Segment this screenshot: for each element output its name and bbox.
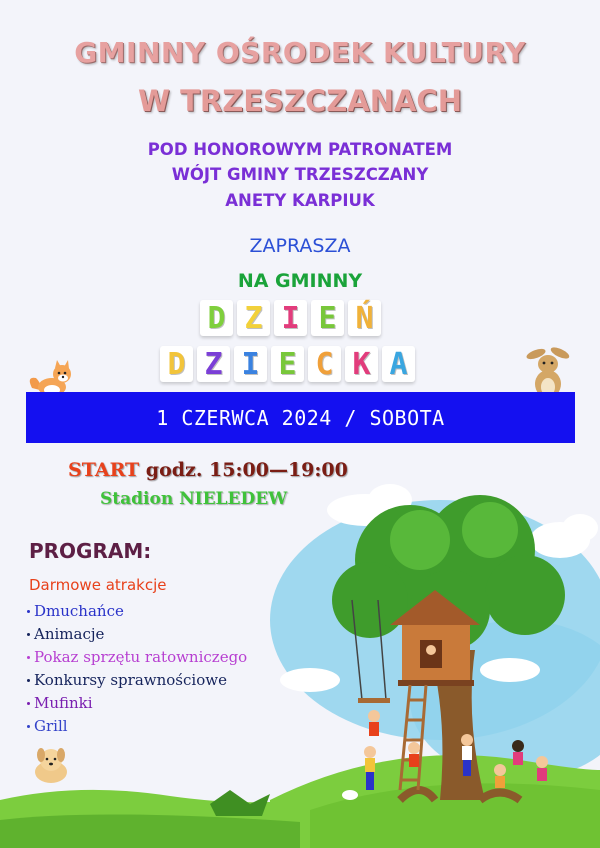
list-item xyxy=(27,646,247,669)
list-item-label: Dmuchańce xyxy=(34,602,124,620)
letter-tile: A xyxy=(382,346,415,382)
treehouse-illustration xyxy=(270,470,600,848)
letter-tile: K xyxy=(345,346,378,382)
list-item xyxy=(27,715,247,738)
time-range: godz. 15:00—19:00 xyxy=(145,459,348,481)
bullet-icon xyxy=(27,656,30,659)
title-line-2: W TRZESZCZANACH xyxy=(138,84,462,118)
bullet-icon xyxy=(27,679,30,682)
date-banner xyxy=(26,392,575,443)
na-gminny-label: NA GMINNY xyxy=(237,270,363,292)
patronage-line-2: WÓJT GMINY TRZESZCZANY xyxy=(171,165,429,184)
letter-tile: I xyxy=(234,346,267,382)
list-item xyxy=(27,623,247,646)
list-item xyxy=(27,600,247,623)
list-item-label: Pokaz sprzętu ratowniczego xyxy=(34,648,248,666)
program-heading: PROGRAM: xyxy=(29,539,152,563)
venue-label: Stadion NIELEDEW xyxy=(100,489,288,509)
bullet-icon xyxy=(27,725,30,728)
program-list xyxy=(27,600,247,738)
free-attractions-heading: Darmowe atrakcje xyxy=(29,576,167,594)
letter-tile: E xyxy=(311,300,344,336)
letter-tile: Z xyxy=(197,346,230,382)
patronage-line-1: POD HONOROWYM PATRONATEM xyxy=(147,140,453,159)
dog-icon xyxy=(28,746,74,786)
letter-tile: Z xyxy=(237,300,270,336)
bullet-icon xyxy=(27,610,30,613)
list-item-label: Konkursy sprawnościowe xyxy=(34,671,227,689)
zaprasza-label: ZAPRASZA xyxy=(249,235,351,257)
dzien-tiles xyxy=(200,300,381,336)
title-line-1: GMINNY OŚRODEK KULTURY xyxy=(74,36,526,69)
letter-tile: C xyxy=(308,346,341,382)
date-text: 1 CZERWCA 2024 / SOBOTA xyxy=(156,405,445,430)
letter-tile: I xyxy=(274,300,307,336)
letter-tile: E xyxy=(271,346,304,382)
dziecka-tiles xyxy=(160,346,415,382)
letter-tile: Ń xyxy=(348,300,381,336)
bullet-icon xyxy=(27,702,30,705)
letter-tile: D xyxy=(160,346,193,382)
list-item-label: Grill xyxy=(34,717,68,735)
start-label: START xyxy=(68,459,140,481)
patronage-line-3: ANETY KARPIUK xyxy=(225,191,375,210)
list-item xyxy=(27,692,247,715)
list-item-label: Animacje xyxy=(34,625,105,643)
letter-tile: D xyxy=(200,300,233,336)
list-item-label: Mufinki xyxy=(34,694,93,712)
list-item xyxy=(27,669,247,692)
bullet-icon xyxy=(27,633,30,636)
